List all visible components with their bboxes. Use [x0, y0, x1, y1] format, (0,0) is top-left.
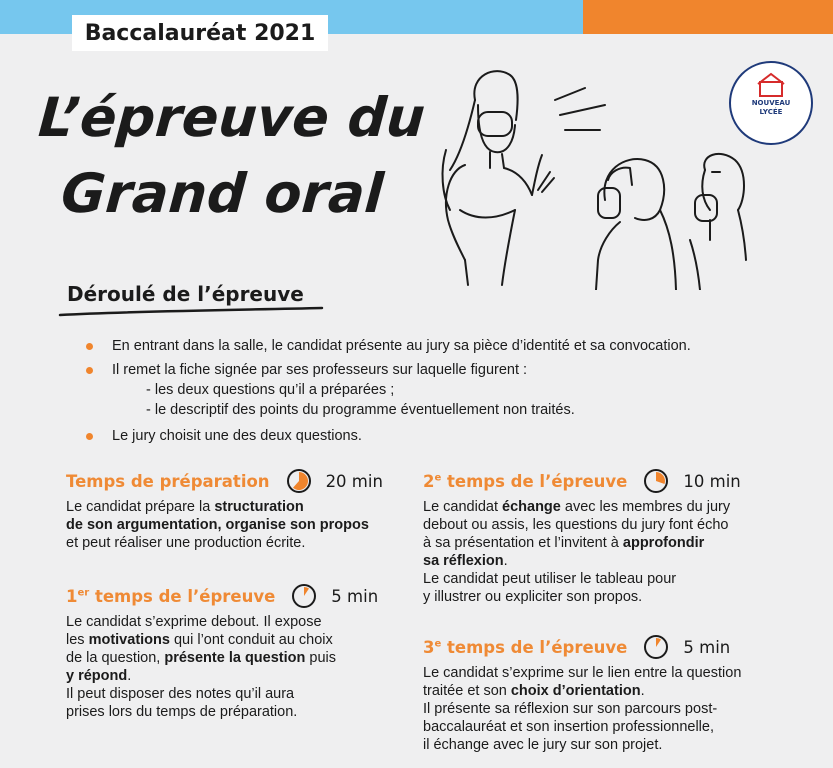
bullet-list: [86, 336, 806, 446]
t2-duration: 10 min: [683, 471, 741, 491]
text: Le candidat peut utiliser le tableau pour: [423, 571, 677, 587]
t1-duration: 5 min: [331, 586, 379, 606]
prep-title: Temps de préparation: [66, 471, 270, 491]
timer-icon: [643, 634, 669, 660]
t3-block: 3e temps de l’épreuve 5 min Le candidat s’exprime sur le lien entre la question traitée et son choix d’orientation. Il présente sa réflexion sur son parcours post- baccalauréat et son insertion professionnelle, il échange avec le jury sur son projet.: [423, 632, 803, 754]
top-band-orange: [583, 0, 833, 34]
timer-icon: [291, 583, 317, 609]
text: Le candidat s’exprime debout. Il expose: [66, 614, 322, 630]
timer-icon: [286, 468, 312, 494]
bold-text: structuration: [214, 499, 304, 515]
t3-duration: 5 min: [683, 637, 731, 657]
list-item: Le jury choisit une des deux questions.: [86, 426, 806, 446]
t2-block: 2e temps de l’épreuve 10 min Le candidat échange avec les membres du jury debout ou assis, les questions du jury font écho à sa présentation et l’invitent à approfondir sa réflexion. Le candidat peut utiliser le tableau pour y illustrer ou expliciter son propos.: [423, 466, 803, 606]
prep-block: [66, 466, 406, 552]
section-title: Déroulé de l’épreuve: [67, 282, 304, 306]
title-line-1: L’épreuve du: [36, 86, 428, 149]
timer-icon: [643, 468, 669, 494]
title-line-2: Grand oral: [59, 162, 386, 225]
t2-title: 2e temps de l’épreuve: [423, 471, 628, 491]
year-label: Baccalauréat 2021: [72, 15, 328, 51]
text: baccalauréat et son insertion professionnelle,: [423, 719, 714, 735]
sub-item: - le descriptif des points du programme éventuellement non traités.: [146, 402, 575, 418]
text: Il peut disposer des notes qu’il aura: [66, 686, 295, 702]
t1-title: 1er temps de l’épreuve: [66, 586, 276, 606]
nouveau-lycee-logo: [728, 60, 814, 146]
jury-illustration: [420, 60, 750, 290]
text: et peut réaliser une production écrite.: [66, 535, 306, 551]
t1-block: 1er temps de l’épreuve 5 min Le candidat s’exprime debout. Il expose les motivations qui l’ont conduit au choix de la question, présente la question puis y répond. Il peut disposer des notes qu’il aura prises lors du temps de préparation.: [66, 581, 406, 721]
text: debout ou assis, les questions du jury font écho: [423, 517, 729, 533]
list-item: En entrant dans la salle, le candidat présente au jury sa pièce d’identité et sa convocation.: [86, 336, 806, 356]
text: il échange avec le jury sur son projet.: [423, 737, 663, 753]
list-item: Il remet la fiche signée par ses professeurs sur laquelle figurent :: [86, 360, 806, 380]
bold-text: de son argumentation, organise son propos: [66, 517, 369, 533]
sub-item: - les deux questions qu’il a préparées ;: [146, 382, 395, 398]
text: Le candidat s’exprime sur le lien entre la question: [423, 665, 742, 681]
logo-text-1: NOUVEAU: [751, 99, 791, 107]
logo-text-2: LYCÉE: [759, 108, 783, 116]
t3-title: 3e temps de l’épreuve: [423, 637, 628, 657]
text: prises lors du temps de préparation.: [66, 704, 298, 720]
section-underline: [56, 305, 326, 319]
page-title: [31, 80, 432, 232]
text: Le candidat prépare la: [66, 499, 215, 515]
text: y illustrer ou expliciter son propos.: [423, 589, 643, 605]
text: Il présente sa réflexion sur son parcours post-: [423, 701, 718, 717]
prep-duration: 20 min: [325, 471, 383, 491]
